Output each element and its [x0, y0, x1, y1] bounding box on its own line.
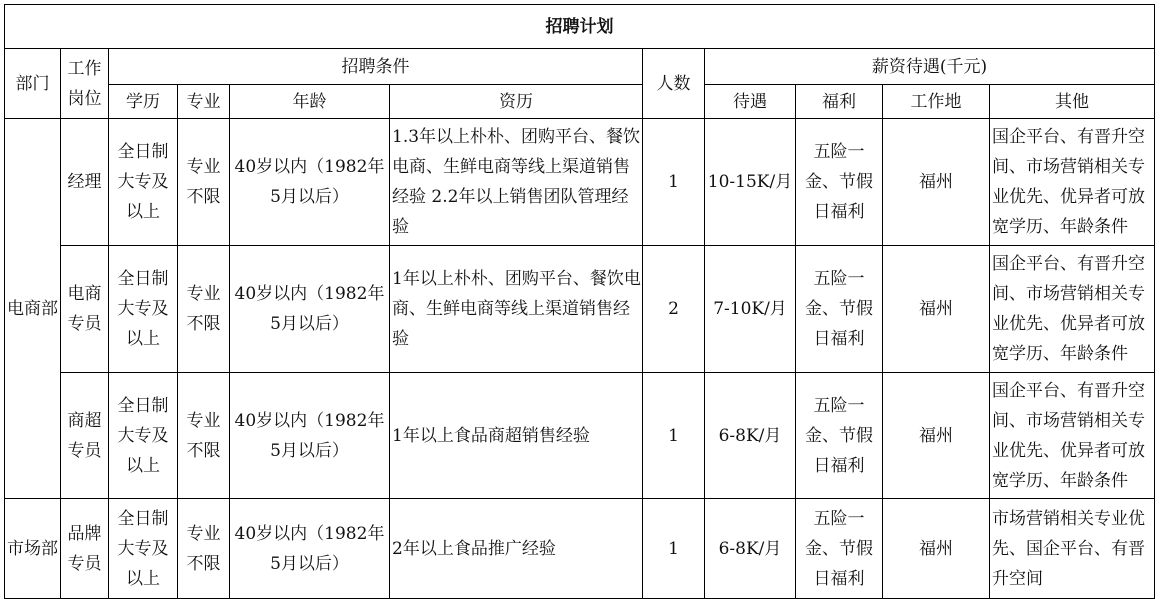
headcount-cell: 1 — [643, 373, 705, 499]
benefits-cell: 五险一金、节假日福利 — [796, 373, 883, 499]
header-qualifications: 资历 — [390, 85, 643, 119]
header-conditions: 招聘条件 — [109, 49, 643, 85]
qualifications-cell: 1年以上朴朴、团购平台、餐饮电商、生鲜电商等线上渠道销售经验 — [390, 246, 643, 373]
header-pay: 待遇 — [705, 85, 796, 119]
other-cell: 国企平台、有晋升空间、市场营销相关专业优先、优异者可放宽学历、年龄条件 — [990, 246, 1155, 373]
dept-cell: 市场部 — [5, 499, 61, 599]
major-cell: 专业不限 — [178, 119, 230, 246]
header-position: 工作岗位 — [61, 49, 109, 119]
age-cell: 40岁以内（1982年5月以后） — [230, 246, 390, 373]
benefits-cell: 五险一金、节假日福利 — [796, 246, 883, 373]
education-cell: 全日制大专及以上 — [109, 119, 178, 246]
table-row — [5, 373, 1155, 499]
pay-cell: 6-8K/月 — [705, 373, 796, 499]
position-cell: 商超专员 — [61, 373, 109, 499]
education-cell: 全日制大专及以上 — [109, 499, 178, 599]
table-row — [5, 119, 1155, 246]
header-major: 专业 — [178, 85, 230, 119]
major-cell: 专业不限 — [178, 246, 230, 373]
position-cell: 经理 — [61, 119, 109, 246]
benefits-cell: 五险一金、节假日福利 — [796, 119, 883, 246]
header-headcount: 人数 — [643, 49, 705, 119]
benefits-cell: 五险一金、节假日福利 — [796, 499, 883, 599]
location-cell: 福州 — [883, 246, 990, 373]
qualifications-cell: 1.3年以上朴朴、团购平台、餐饮电商、生鲜电商等线上渠道销售经验 2.2年以上销售团队管理经验 — [390, 119, 643, 246]
position-cell: 品牌专员 — [61, 499, 109, 599]
headcount-cell: 1 — [643, 119, 705, 246]
age-cell: 40岁以内（1982年5月以后） — [230, 119, 390, 246]
location-cell: 福州 — [883, 119, 990, 246]
age-cell: 40岁以内（1982年5月以后） — [230, 499, 390, 599]
major-cell: 专业不限 — [178, 373, 230, 499]
other-cell: 国企平台、有晋升空间、市场营销相关专业优先、优异者可放宽学历、年龄条件 — [990, 373, 1155, 499]
pay-cell: 10-15K/月 — [705, 119, 796, 246]
headcount-cell: 1 — [643, 499, 705, 599]
education-cell: 全日制大专及以上 — [109, 246, 178, 373]
headcount-cell: 2 — [643, 246, 705, 373]
qualifications-cell: 2年以上食品推广经验 — [390, 499, 643, 599]
header-location: 工作地 — [883, 85, 990, 119]
header-benefits: 福利 — [796, 85, 883, 119]
other-cell: 国企平台、有晋升空间、市场营销相关专业优先、优异者可放宽学历、年龄条件 — [990, 119, 1155, 246]
dept-cell: 电商部 — [5, 119, 61, 499]
pay-cell: 7-10K/月 — [705, 246, 796, 373]
header-education: 学历 — [109, 85, 178, 119]
location-cell: 福州 — [883, 499, 990, 599]
header-salary-group: 薪资待遇(千元) — [705, 49, 1155, 85]
other-cell: 市场营销相关专业优先、国企平台、有晋升空间 — [990, 499, 1155, 599]
table-title: 招聘计划 — [5, 5, 1155, 49]
education-cell: 全日制大专及以上 — [109, 373, 178, 499]
major-cell: 专业不限 — [178, 499, 230, 599]
recruitment-plan-table — [4, 4, 1155, 599]
header-age: 年龄 — [230, 85, 390, 119]
table-row — [5, 499, 1155, 599]
pay-cell: 6-8K/月 — [705, 499, 796, 599]
age-cell: 40岁以内（1982年5月以后） — [230, 373, 390, 499]
header-other: 其他 — [990, 85, 1155, 119]
position-cell: 电商专员 — [61, 246, 109, 373]
qualifications-cell: 1年以上食品商超销售经验 — [390, 373, 643, 499]
location-cell: 福州 — [883, 373, 990, 499]
header-dept: 部门 — [5, 49, 61, 119]
table-row — [5, 246, 1155, 373]
